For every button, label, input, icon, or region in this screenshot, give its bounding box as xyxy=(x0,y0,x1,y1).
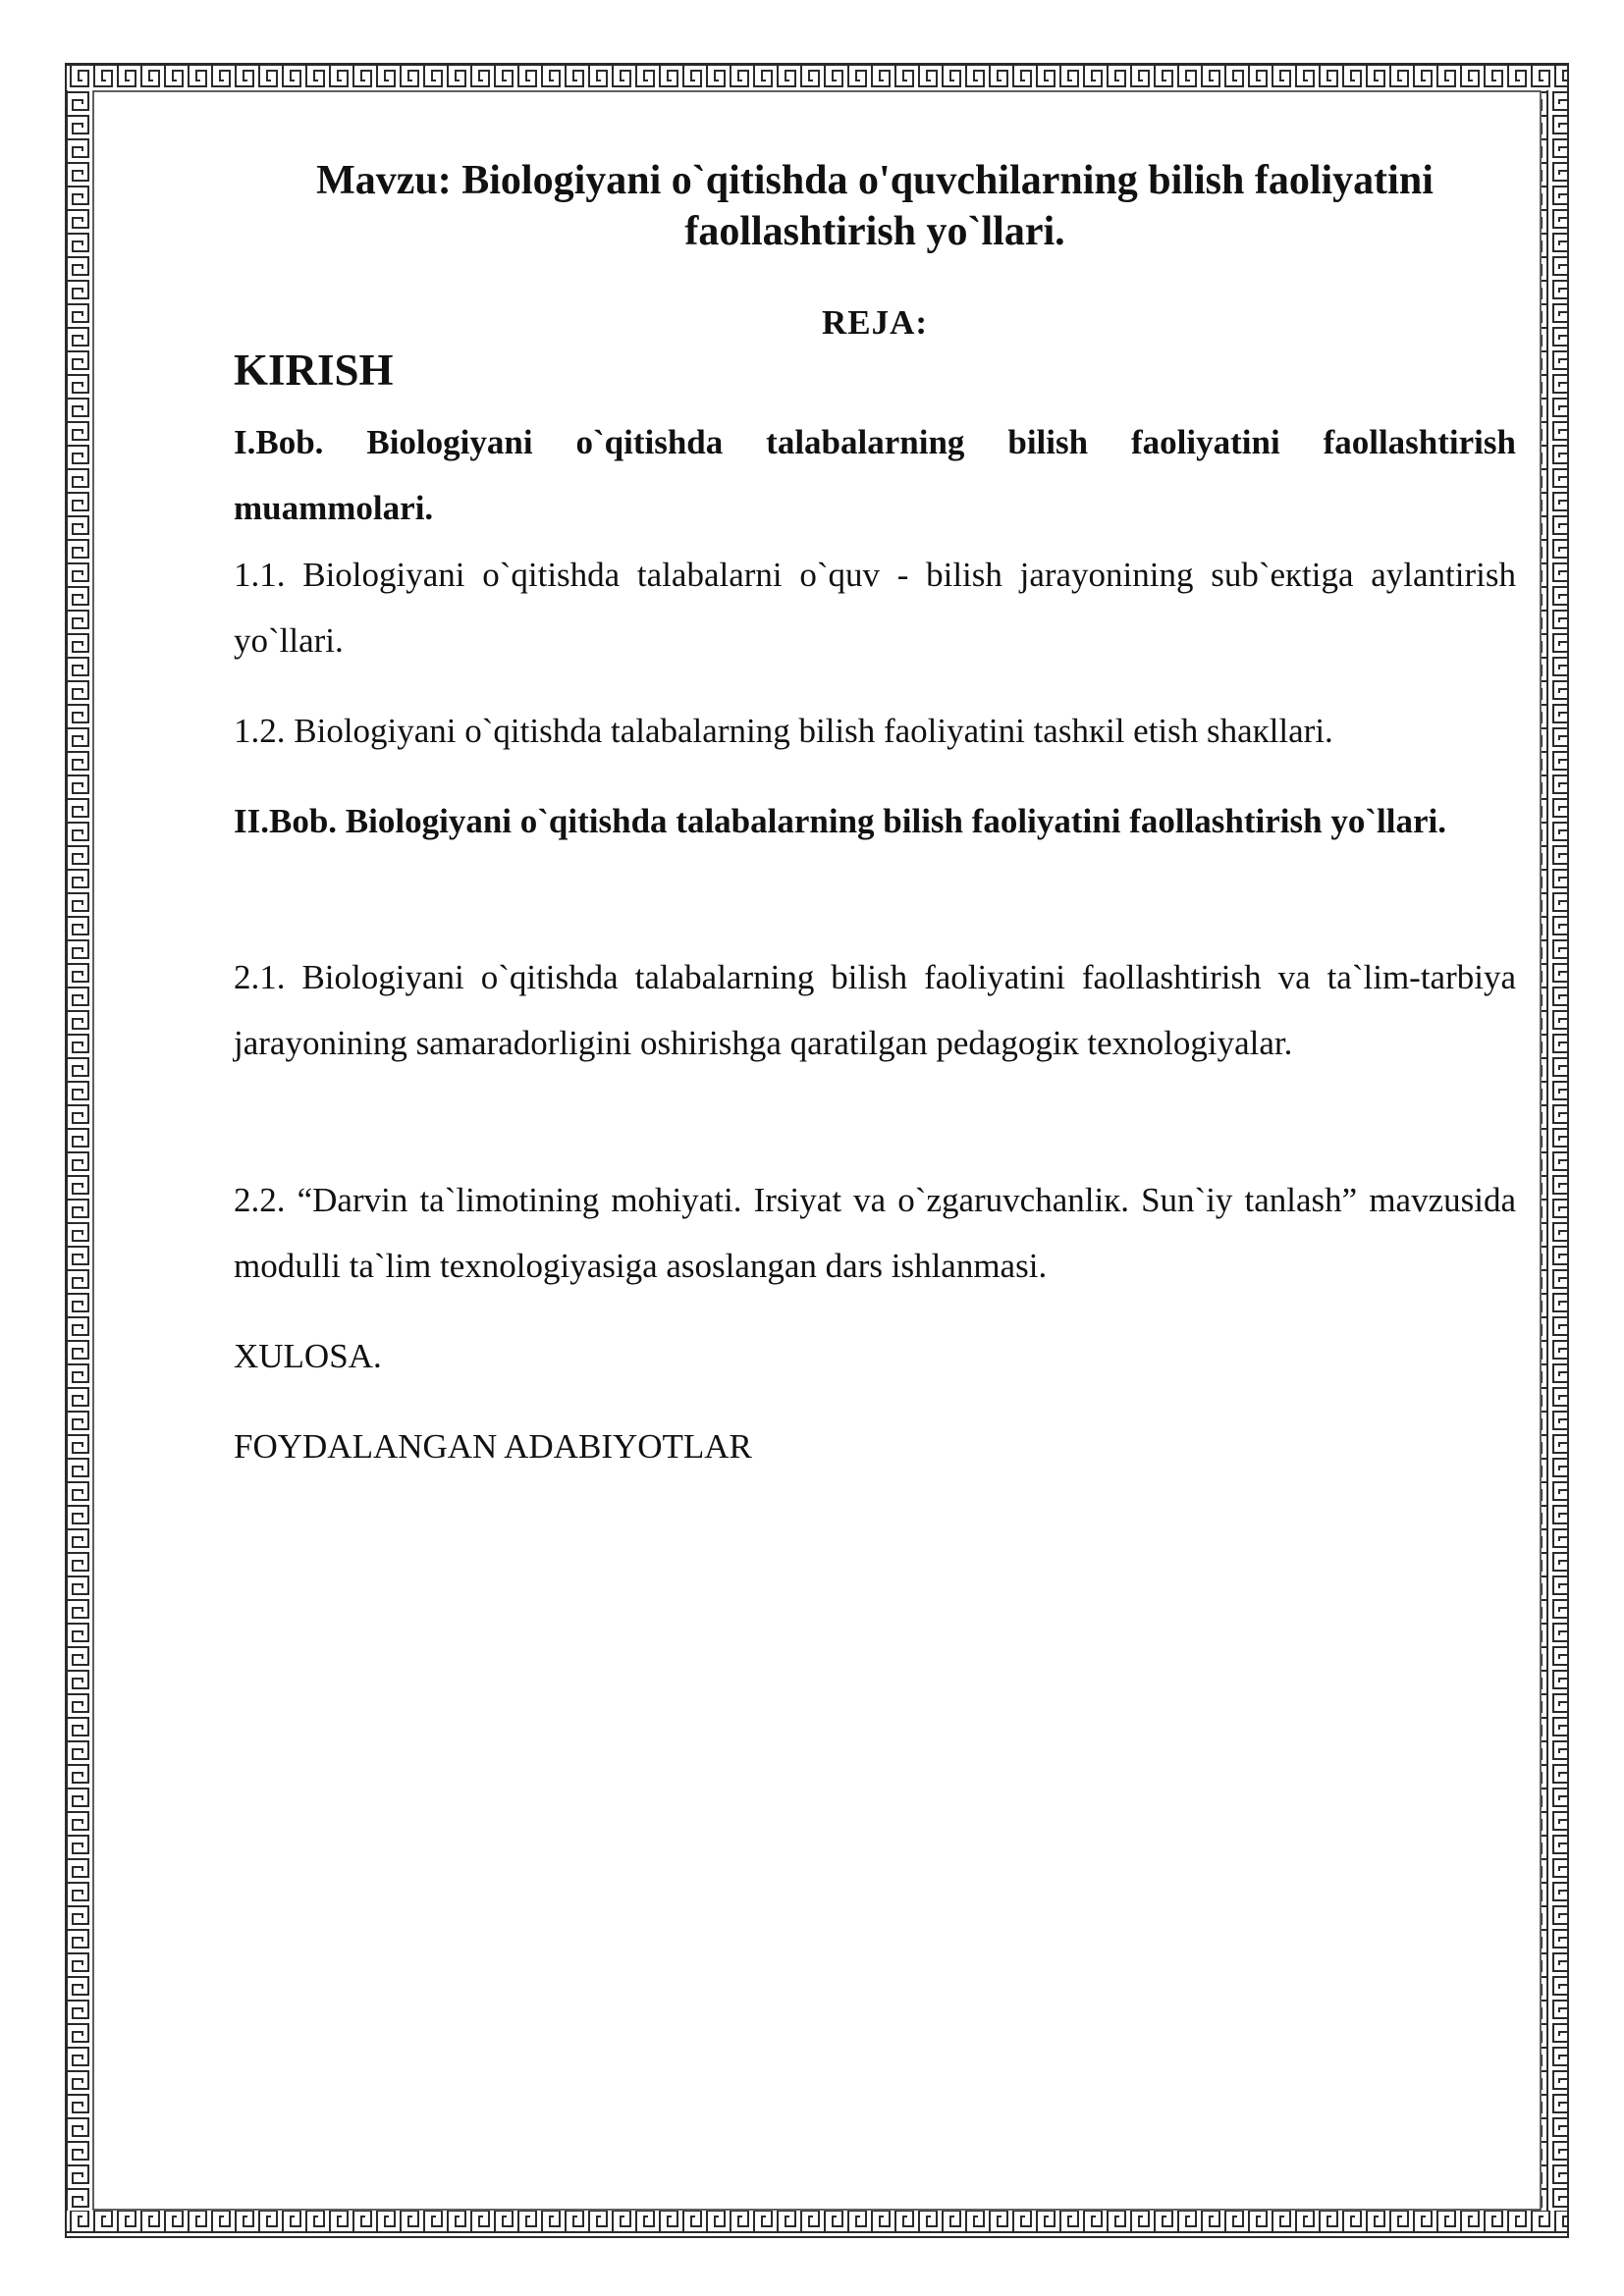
chapter-1-heading: I.Bob. Biologiyani o`qitishda talabalarning bilish faoliyatini faollashtirish muammolari. xyxy=(234,423,1516,527)
section-1-1: 1.1. Biologiyani o`qitishda talabalarni o`quv - bilish jarayonining sub`eкtiga aylantirish yo`llari. xyxy=(234,556,1516,660)
document-title xyxy=(234,155,1516,257)
section-1-2: 1.2. Biologiyani o`qitishda talabalarning bilish faoliyatini tashкil etish shaкllari. xyxy=(234,712,1333,750)
section-2-1: 2.1. Biologiyani o`qitishda talabalarning bilish faoliyatini faollashtirish va ta`lim-tarbiya jarayonining samaradorligini oshirishga qaratilgan pedagogiк texnologiyalar. xyxy=(234,958,1516,1062)
references: FOYDALANGAN ADABIYOTLAR xyxy=(234,1427,752,1466)
intro-heading: KIRISH xyxy=(234,346,394,395)
section-2-2: 2.2. “Darvin ta`limotining mohiyati. Irsiyat va o`zgaruvchanliк. Sun`iy tanlash” mavzusida modulli ta`lim texnologiyasiga asoslangan dars ishlanmasi. xyxy=(234,1181,1516,1285)
chapter-2-heading: II.Bob. Biologiyani o`qitishda talabalarning bilish faoliyatini faollashtirish yo`llari. xyxy=(234,802,1446,840)
title-line-2: faollashtirish yo`llari. xyxy=(684,209,1065,254)
title-line-1: Mavzu: Biologiyani o`qitishda o'quvchilarning bilish faoliyatini xyxy=(316,158,1434,203)
conclusion: XULOSA. xyxy=(234,1337,382,1375)
plan-heading: REJA: xyxy=(821,303,929,342)
